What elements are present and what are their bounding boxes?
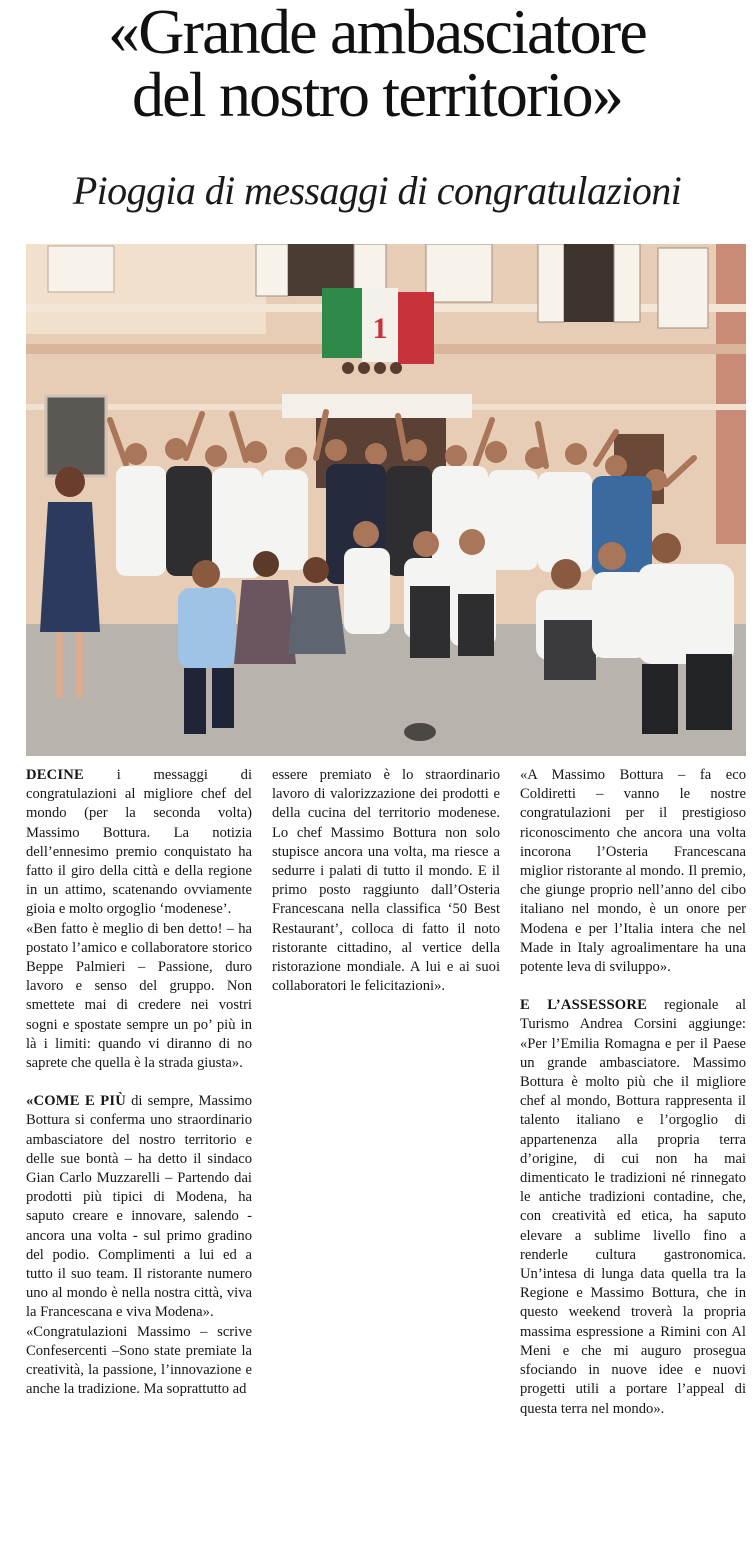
paragraph — [26, 766, 252, 920]
headline-line-2: del nostro territorio» — [131, 59, 623, 130]
paragraph — [520, 766, 746, 977]
paragraph-text: «Ben fatto è meglio di ben detto! – ha postato l’amico e collaboratore storico Beppe Palmieri – Passione, duro lavoro e senso del gruppo. Non smettete mai di credere nei vostri sogni e spostate sempre un po’ più in là i limiti: quando vi diranno di no saprete che quella è la strada giusta». — [26, 920, 252, 1072]
group-photo-illustration — [26, 244, 746, 756]
paragraph-text: essere premiato è lo straordinario lavoro di valorizzazione dei prodotti e della cucina del territorio modenese. Lo chef Massimo Bottura non solo stupisce ancora una volta, ma riesce a sedurre i palati di tutto il mondo. E il primo posto raggiunto dall’Osteria Francescana nella classifica ‘50 Best Restaurant’, colloca di fatto il noto ristorante cittadino, al vertice della ristorazione mondiale. A lui e ai suoi collaboratori le felicitazioni». — [272, 767, 500, 995]
paragraph-text: «Congratulazioni Massimo – scrive Confesercenti –Sono state premiate la creatività, la passione, l’innovazione e anche la tradizione. Ma soprattutto ad — [26, 1323, 252, 1398]
group-photo — [26, 244, 746, 756]
manhole — [404, 723, 436, 741]
lead-word: DECINE — [26, 767, 84, 783]
paragraph — [26, 1092, 252, 1322]
lead-word: E L’ASSESSORE — [520, 997, 648, 1014]
paragraph — [26, 920, 252, 1074]
paragraph-text: i messaggi di congratulazioni al migliore chef del mondo (per la seconda volta) Massimo Bottura. La notizia dell’ennesimo premio conquistato ha fatto il giro della città e della regione in un attimo, scatenando ovviamente gioia e molto orgoglio ‘modenese’. — [26, 767, 252, 918]
paragraph-text: «A Massimo Bottura – fa eco Coldiretti – vanno le nostre congratulazioni per il prestigioso riconoscimento che ancora una volta incorona l’Osteria Francescana miglior ristorante al mondo. Il premio, che giunge proprio nell’anno del cibo italiano nel mondo, è un onore per Modena e per l’Italia intera che nel Made in Italy agroalimentare ha una potente leva di sviluppo». — [520, 767, 746, 976]
headline-line-1: «Grande ambasciatore — [108, 0, 646, 67]
entrance-awning — [282, 394, 472, 418]
headline — [0, 0, 754, 130]
flag-label: 1 — [372, 312, 388, 345]
paragraph — [520, 996, 746, 1418]
article-column-2 — [272, 766, 500, 996]
paragraph — [26, 1323, 252, 1400]
paragraph-text: di sempre, Massimo Bottura si conferma uno straordinario ambasciatore del nostro territorio e delle sue bontà – ha detto il sindaco Gian Carlo Muzzarelli – Partendo dai prodotti più tipici di Modena, ha saputo creare e innovare, salendo - ancora una volta - sul primo gradino del podio. Complimenti a lui ed a tutto il suo team. Il ristorante numero uno al mondo è nella nostra città, viva la Francescana e viva Modena». — [26, 1093, 252, 1321]
article-column-3 — [520, 766, 746, 1419]
lead-word: «COME E PIÙ — [26, 1093, 126, 1110]
paragraph — [272, 766, 500, 996]
subtitle: Pioggia di messaggi di congratulazioni — [72, 168, 682, 213]
paragraph-text: regionale al Turismo Andrea Corsini aggiunge: «Per l’Emilia Romagna e per il Paese un grande ambasciatore. Massimo Bottura è molto più che il migliore chef al mondo, Bottura rappresenta il talento italiano e l’orgoglio di appartenenza alla propria terra d’origine, di cui non ha mai dimenticato le tradizioni né rinnegato le antiche tradizioni contadine, che, con creatività ed etica, ha saputo elevare a sublime livello fino a renderle cultura gastronomica. Un’intesa di lunga data quella tra la Regione e Massimo Bottura, che in questo weekend troverà la propria massima espressione a Rimini con Al Meni e che mi auguro prosegua sfociando in nuove idee e nuovi progetti utili a portare l’appeal di questa terra nel mondo». — [520, 997, 746, 1417]
italian-flag — [322, 288, 434, 364]
article-column-1 — [26, 766, 252, 1400]
